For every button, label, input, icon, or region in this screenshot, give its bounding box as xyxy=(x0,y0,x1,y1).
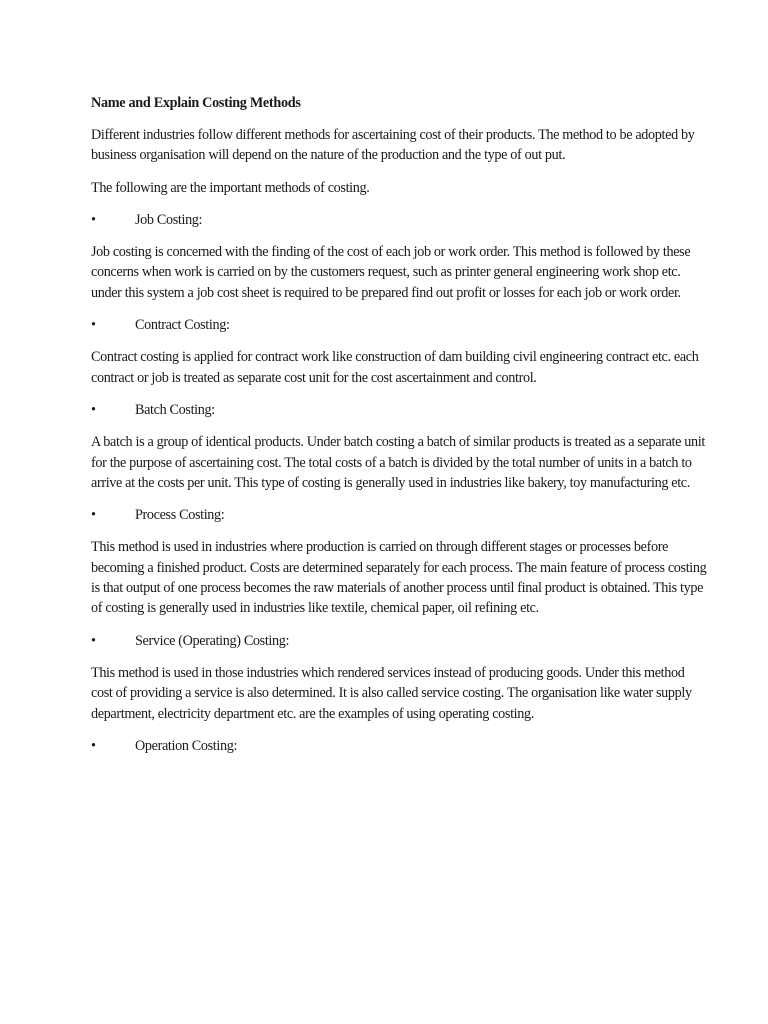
section-heading-label: Job Costing: xyxy=(135,211,203,228)
section-heading-label: Service (Operating) Costing: xyxy=(135,632,290,649)
section-body-service-costing: This method is used in those industries which rendered services instead of producing goods. Under this method cost of providing a service is also determined. It is also called service costing. The organisation like water supply department, electricity department etc. are the examples of using operating costing. xyxy=(91,664,692,722)
list-intro-paragraph: The following are the important methods of costing. xyxy=(91,179,370,196)
section-body-job-costing: Job costing is concerned with the finding of the cost of each job or work order. This method is followed by these concerns when work is carried on by the customers request, such as printer general engineering work shop etc. under this system a job cost sheet is required to be prepared find out profit or losses for each job or work order. xyxy=(91,244,691,301)
section-heading-label: Process Costing: xyxy=(135,507,225,524)
section-heading-contract-costing xyxy=(91,315,708,335)
section-heading-job-costing xyxy=(91,210,708,230)
section-heading-process-costing xyxy=(91,505,708,525)
section-heading-operation-costing xyxy=(91,736,708,756)
document-title: Name and Explain Costing Methods xyxy=(91,95,301,111)
section-heading-service-costing xyxy=(91,631,708,651)
bullet-icon: • xyxy=(91,632,96,649)
bullet-icon: • xyxy=(91,211,96,228)
bullet-icon: • xyxy=(91,401,96,418)
bullet-icon: • xyxy=(91,737,96,754)
section-heading-label: Operation Costing: xyxy=(135,737,238,754)
bullet-icon: • xyxy=(91,317,96,334)
section-heading-label: Contract Costing: xyxy=(135,317,230,334)
intro-paragraph: Different industries follow different methods for ascertaining cost of their products. The method to be adopted by business organisation will depend on the nature of the production and the type of out put. xyxy=(91,127,695,164)
section-body-process-costing: This method is used in industries where production is carried on through different stages or processes before becoming a finished product. Costs are determined separately for each process. The main feature of process costing is that output of one process becomes the raw materials of another process until final product is obtained. This type of costing is generally used in industries like textile, chemical paper, oil refining etc. xyxy=(91,539,707,617)
section-heading-label: Batch Costing: xyxy=(135,401,215,418)
section-body-batch-costing: A batch is a group of identical products. Under batch costing a batch of similar products is treated as a separate unit for the purpose of ascertaining cost. The total costs of a batch is divided by the total number of units in a batch to arrive at the costs per unit. This type of costing is generally used in industries like bakery, toy manufacturing etc. xyxy=(91,434,705,491)
section-body-contract-costing: Contract costing is applied for contract work like construction of dam building civil engineering contract etc. each contract or job is treated as separate cost unit for the cost ascertainment and control. xyxy=(91,349,699,386)
bullet-icon: • xyxy=(91,507,96,524)
section-heading-batch-costing xyxy=(91,400,708,420)
